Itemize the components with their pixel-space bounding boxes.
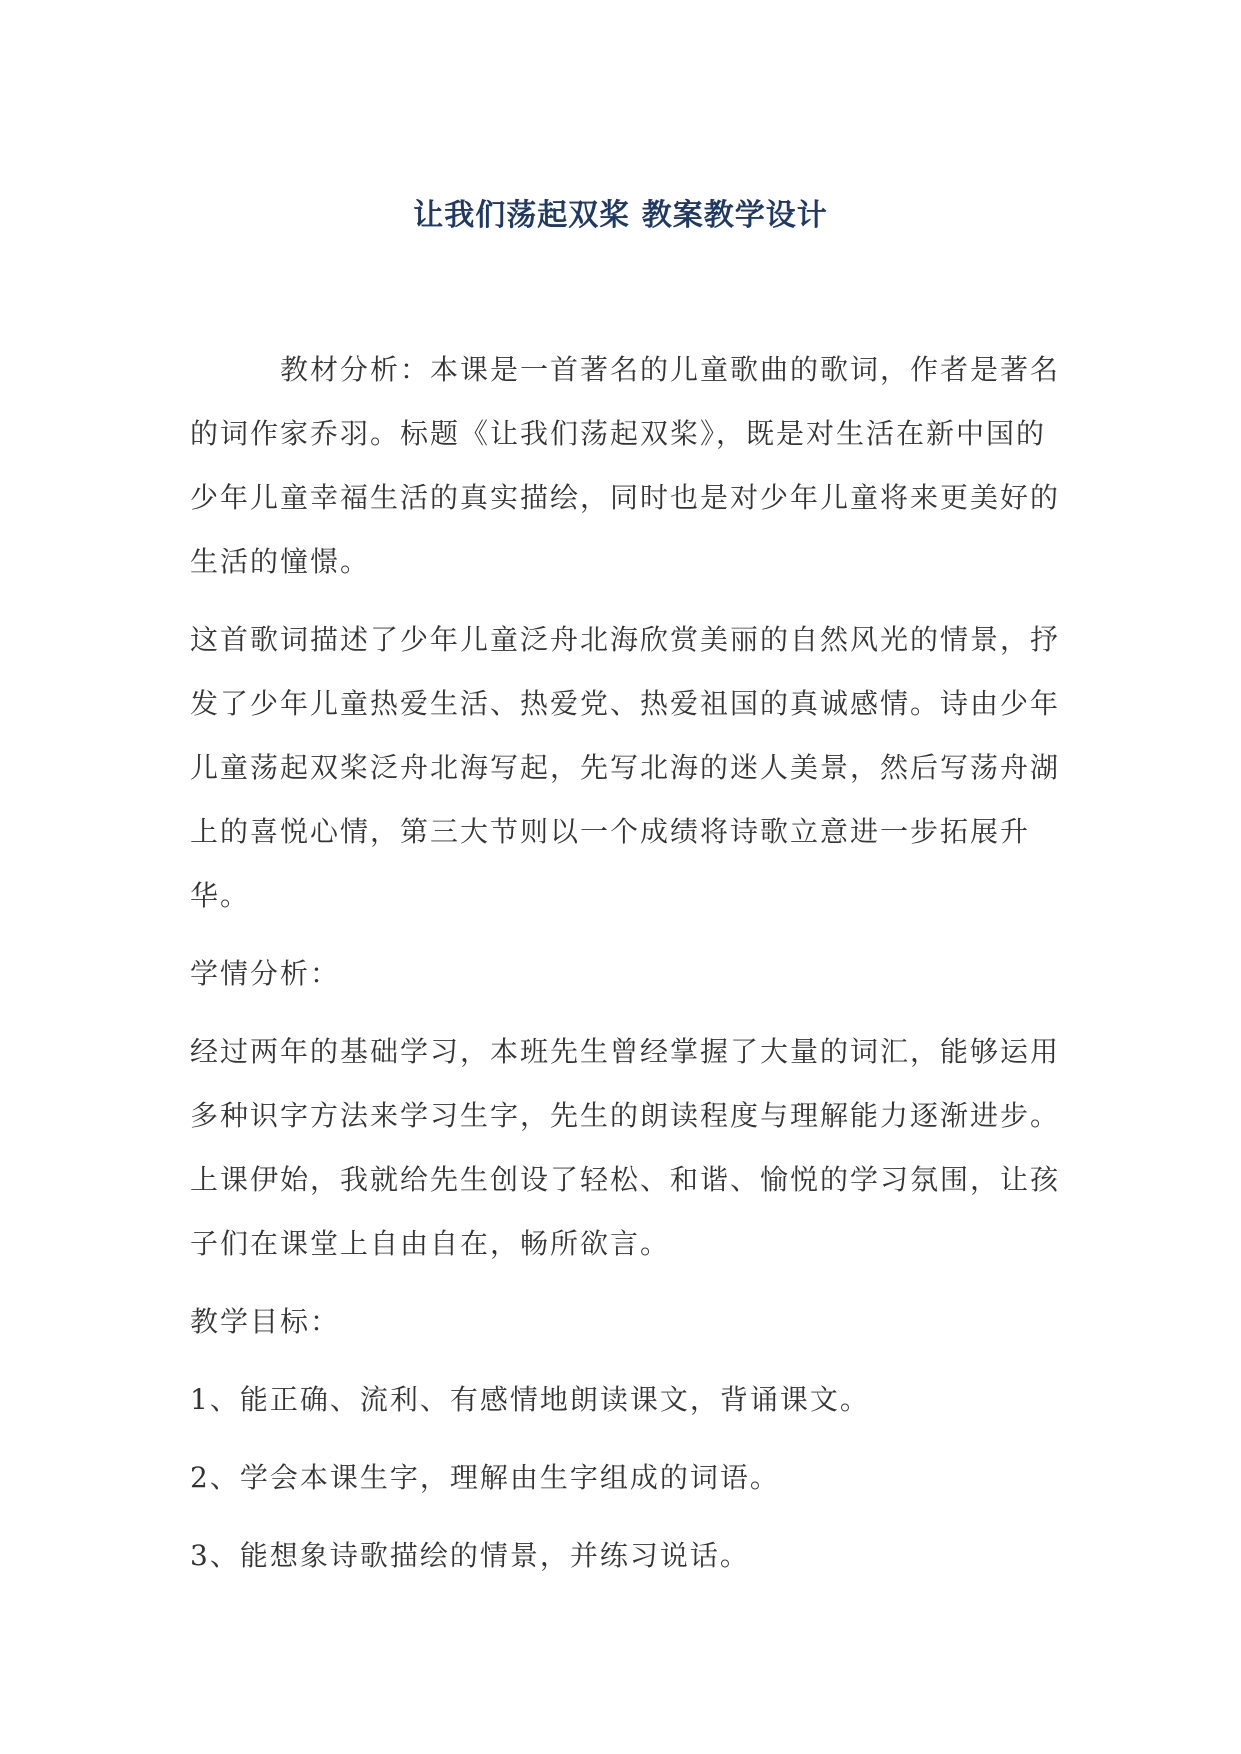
paragraph-textbook-analysis: 教材分析：本课是一首著名的儿童歌曲的歌词，作者是著名的词作家乔羽。标题《让我们荡起双桨》，既是对生活在新中国的少年儿童幸福生活的真实描绘，同时也是对少年儿童将来更美好的生活的憧憬。 xyxy=(190,353,1061,578)
document-body xyxy=(190,338,1070,1602)
paragraph-lyrics-description: 这首歌词描述了少年儿童泛舟北海欣赏美丽的自然风光的情景，抒发了少年儿童热爱生活、热爱党、热爱祖国的真诚感情。诗由少年儿童荡起双桨泛舟北海写起，先写北海的迷人美景，然后写荡舟湖上的喜悦心情，第三大节则以一个成绩将诗歌立意进一步拓展升华。 xyxy=(190,623,1061,912)
goal-item-1: 1、能正确、流利、有感情地朗读课文，背诵课文。 xyxy=(190,1383,870,1416)
goal-item-3: 3、能想象诗歌描绘的情景，并练习说话。 xyxy=(190,1539,750,1572)
document-title: 让我们荡起双桨 教案教学设计 xyxy=(413,198,828,233)
goal-item-2: 2、学会本课生字，理解由生字组成的词语。 xyxy=(190,1461,780,1494)
heading-teaching-goals: 教学目标： xyxy=(190,1305,341,1338)
heading-student-analysis: 学情分析： xyxy=(190,957,341,990)
paragraph-student-analysis: 经过两年的基础学习，本班先生曾经掌握了大量的词汇，能够运用多种识字方法来学习生字，先生的朗读程度与理解能力逐渐进步。上课伊始，我就给先生创设了轻松、和谐、愉悦的学习氛围，让孩子们在课堂上自由自在，畅所欲言。 xyxy=(190,1035,1061,1260)
